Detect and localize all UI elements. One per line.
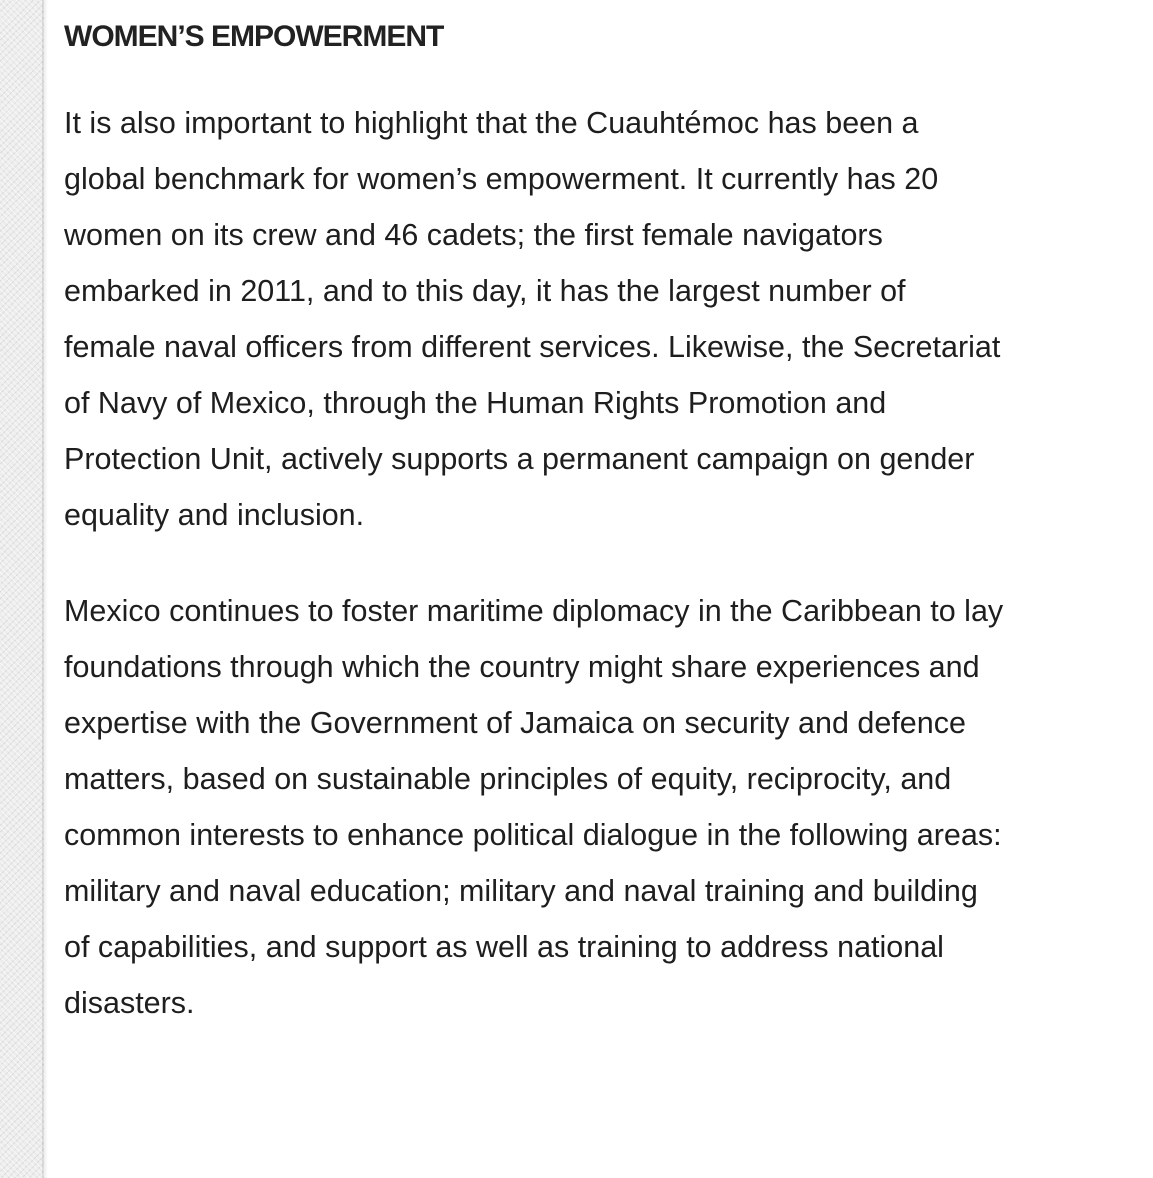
paragraph-womens-empowerment: It is also important to highlight that the Cuauhtémoc has been a global benchmark for women’s empowerment. It currently has 20 women on its crew and 46 cadets; the first female navigators embarked in 2011, and to this day, it has the largest number of female naval officers from different services. Likewise, the Secretariat of Navy of Mexico, through the Human Rights Promotion and Protection Unit, actively supports a permanent campaign on gender equality and inclusion. — [64, 106, 1001, 532]
paragraph-maritime-diplomacy: Mexico continues to foster maritime diplomacy in the Caribbean to lay foundations through which the country might share experiences and expertise with the Government of Jamaica on security and defence matters, based on sustainable principles of equity, reciprocity, and common interests to enhance political dialogue in the following areas: military and naval education; military and naval training and building of capabilities, and support as well as training to address national disasters. — [64, 594, 1004, 1020]
side-margin-shadow — [42, 0, 48, 1178]
section-heading: WOMEN’S EMPOWERMENT — [64, 20, 444, 53]
side-margin-texture — [0, 0, 44, 1178]
article-body — [64, 0, 1004, 1031]
